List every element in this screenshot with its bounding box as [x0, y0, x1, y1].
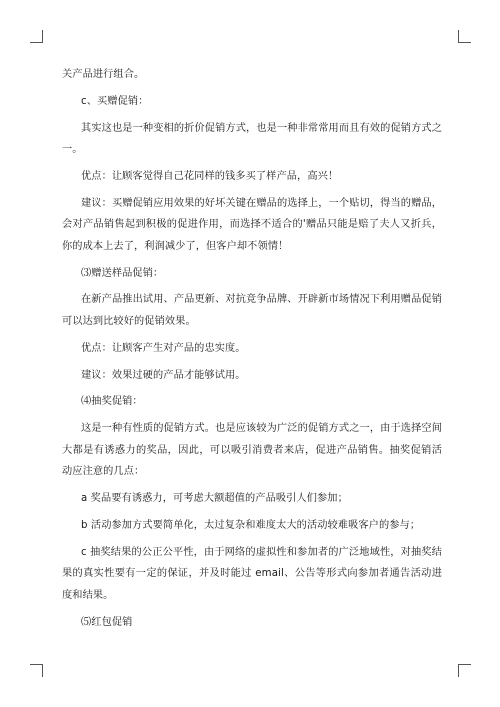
crop-mark-top-left — [30, 30, 43, 43]
section-heading: ⑷抽奖促销： — [81, 396, 143, 408]
paragraph: 关产品进行组合。 — [62, 69, 145, 80]
section-heading: ⑸红包促销 — [81, 616, 133, 628]
section-heading: ⑶赠送样品促销： — [81, 267, 164, 279]
list-item: a 奖品要有诱惑力，可考虑大额超值的产品吸引人们参加； — [81, 493, 348, 505]
section-heading: c、买赠促销： — [81, 95, 149, 107]
paragraph: 这是一种有性质的促销方式。也是应该较为广泛的促销方式之一，由于选择空间大都是有诱惑力的奖品，因此，可以吸引消费者来店，促进产品销售。抽奖促销活动应注意的几点： — [62, 423, 442, 478]
paragraph: 建议：效果过硬的产品才能够试用。 — [81, 369, 246, 381]
paragraph: 优点：让顾客觉得自己花同样的钱多买了样产品，高兴！ — [81, 170, 339, 182]
paragraph: 在新产品推出试用、产品更新、对抗竞争品牌、开辟新市场情况下利用赠品促销可以达到比较好的促销效果。 — [62, 294, 442, 328]
paragraph: 其实这也是一种变相的折价促销方式，也是一种非常常用而且有效的促销方式之一。 — [62, 122, 442, 156]
list-item: c 抽奖结果的公正公平性，由于网络的虚拟性和参加者的广泛地域性，对抽奖结果的真实性要有一定的保证，并及时能过 email、公告等形式向参加者通告活动进度和结果。 — [62, 546, 442, 601]
crop-mark-bottom-right — [458, 664, 471, 677]
list-item: b 活动参加方式要简单化，太过复杂和难度太大的活动较难吸客户的参与； — [81, 519, 421, 531]
crop-mark-top-right — [458, 30, 471, 43]
document-body — [62, 64, 442, 638]
paragraph: 建议：买赠促销应用效果的好坏关键在赠品的选择上，一个贴切，得当的赠品，会对产品销售起到积极的促进作用，而选择不适合的'赠品只能是赔了夫人又折兵，你的成本上去了，利润减少了，但客户却不领情！ — [62, 197, 442, 252]
paragraph: 优点：让顾客产生对产品的忠实度。 — [81, 342, 246, 354]
crop-mark-bottom-left — [30, 664, 43, 677]
